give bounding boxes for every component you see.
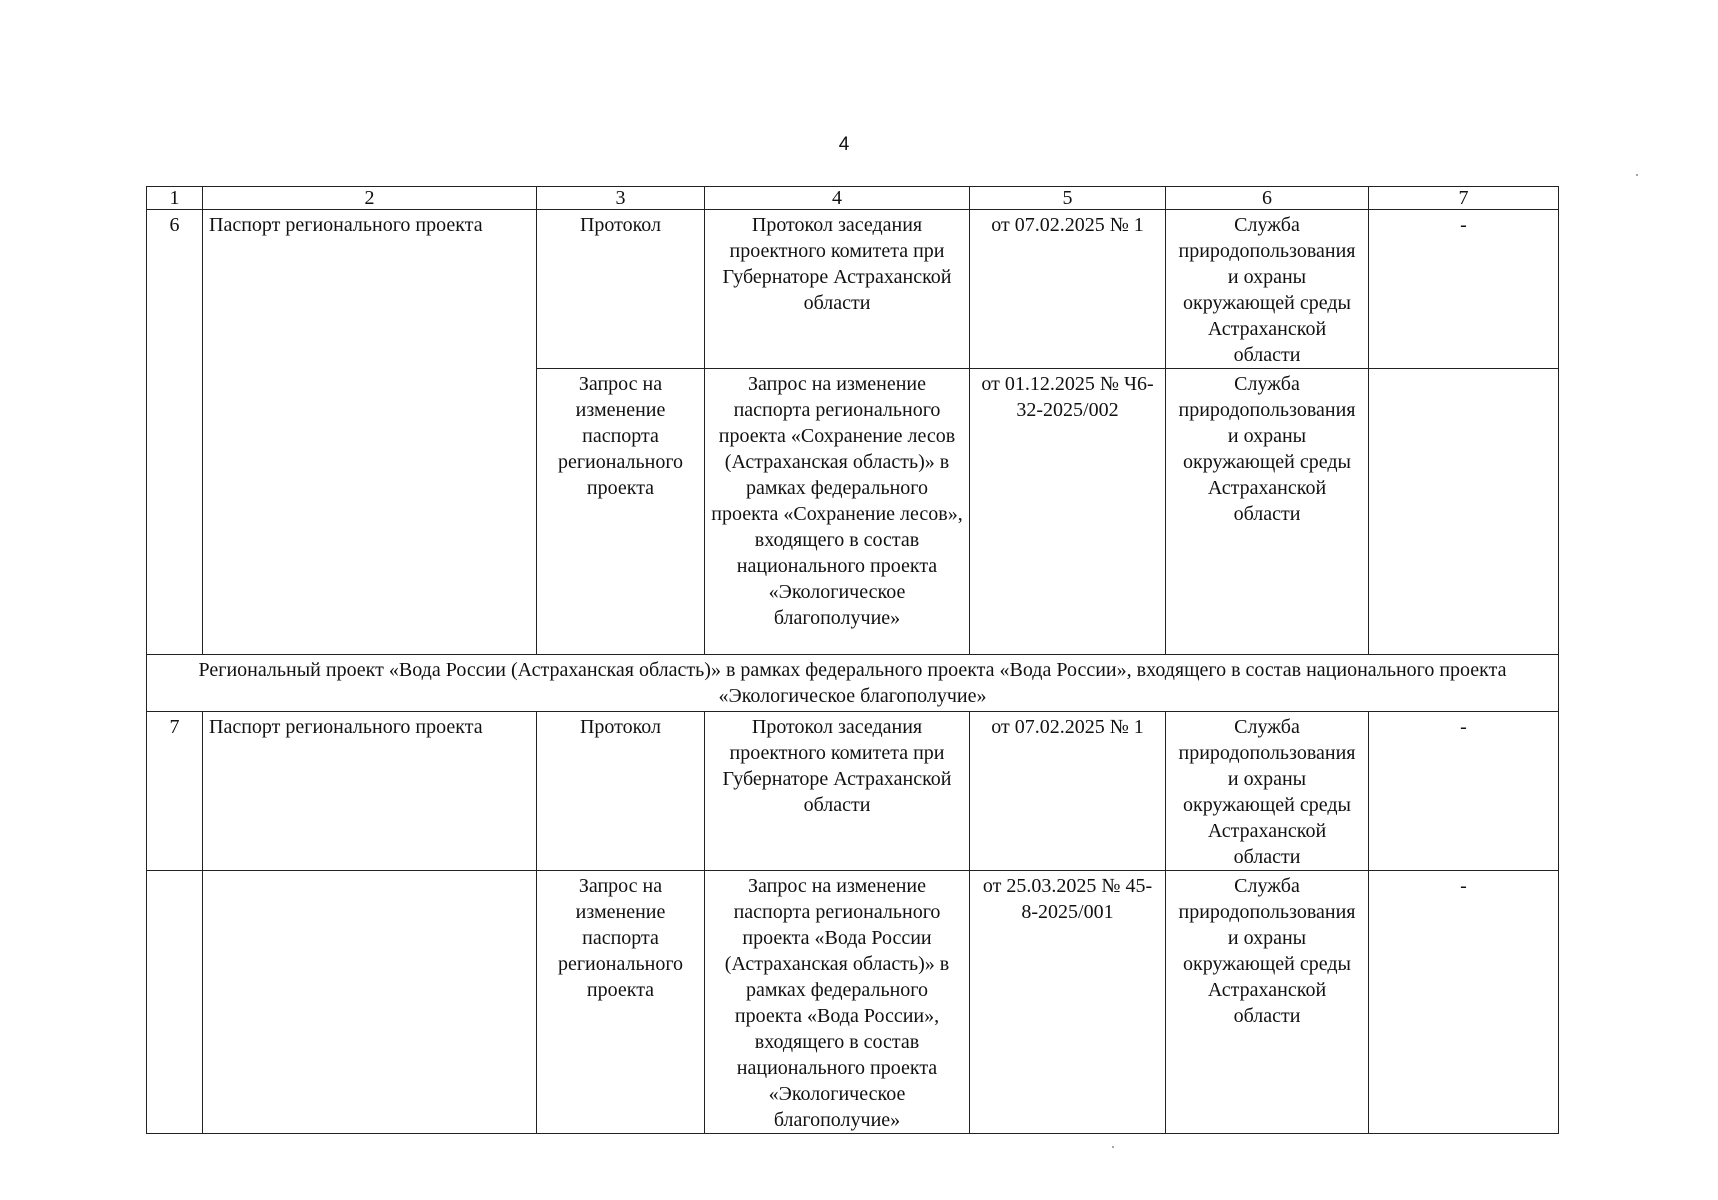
document-date-number: от 25.03.2025 № 45-8-2025/001 bbox=[970, 871, 1166, 1134]
section-heading: Региональный проект «Вода России (Астраханская область)» в рамках федерального проекта «Вода России», входящего в состав национального проекта «Экологическое благополучие» bbox=[147, 655, 1559, 712]
notes: - bbox=[1369, 712, 1559, 871]
document-title: Запрос на изменение паспорта регионального проекта «Сохранение лесов (Астраханская область)» в рамках федерального проекта «Сохранение лесов», входящего в состав национального проекта «Экологическое благополучие» bbox=[705, 369, 970, 655]
document-date-number: от 07.02.2025 № 1 bbox=[970, 210, 1166, 369]
scan-speck bbox=[1636, 174, 1638, 176]
document-title: Запрос на изменение паспорта регионального проекта «Вода России (Астраханская область)» в рамках федерального проекта «Вода России», входящего в состав национального проекта «Экологическое благополучие» bbox=[705, 871, 970, 1134]
row-number: 6 bbox=[147, 210, 203, 655]
column-number: 4 bbox=[705, 187, 970, 210]
table-row bbox=[147, 210, 1559, 369]
column-number-row bbox=[147, 187, 1559, 210]
section-heading-row bbox=[147, 655, 1559, 712]
document-name bbox=[203, 871, 537, 1134]
responsible-authority: Служба природопользования и охраны окружающей среды Астраханской области bbox=[1166, 369, 1369, 655]
column-number: 5 bbox=[970, 187, 1166, 210]
notes: - bbox=[1369, 871, 1559, 1134]
column-number: 7 bbox=[1369, 187, 1559, 210]
document-name: Паспорт регионального проекта bbox=[203, 712, 537, 871]
responsible-authority: Служба природопользования и охраны окружающей среды Астраханской области bbox=[1166, 712, 1369, 871]
document-title: Протокол заседания проектного комитета при Губернаторе Астраханской области bbox=[705, 712, 970, 871]
document-type: Запрос на изменение паспорта регионального проекта bbox=[537, 871, 705, 1134]
document-type: Протокол bbox=[537, 210, 705, 369]
table-row bbox=[147, 712, 1559, 871]
document-title: Протокол заседания проектного комитета при Губернаторе Астраханской области bbox=[705, 210, 970, 369]
column-number: 3 bbox=[537, 187, 705, 210]
document-name: Паспорт регионального проекта bbox=[203, 210, 537, 655]
row-number bbox=[147, 871, 203, 1134]
document-date-number: от 07.02.2025 № 1 bbox=[970, 712, 1166, 871]
responsible-authority: Служба природопользования и охраны окружающей среды Астраханской области bbox=[1166, 871, 1369, 1134]
column-number: 1 bbox=[147, 187, 203, 210]
document-type: Протокол bbox=[537, 712, 705, 871]
responsible-authority: Служба природопользования и охраны окружающей среды Астраханской области bbox=[1166, 210, 1369, 369]
column-number: 6 bbox=[1166, 187, 1369, 210]
document-type: Запрос на изменение паспорта регионального проекта bbox=[537, 369, 705, 655]
table-row bbox=[147, 871, 1559, 1134]
scan-speck bbox=[1112, 1146, 1114, 1148]
notes: - bbox=[1369, 210, 1559, 369]
notes bbox=[1369, 369, 1559, 655]
row-number: 7 bbox=[147, 712, 203, 871]
document-table bbox=[146, 186, 1559, 1134]
document-date-number: от 01.12.2025 № Ч6-32-2025/002 bbox=[970, 369, 1166, 655]
page-number: 4 bbox=[838, 134, 850, 155]
column-number: 2 bbox=[203, 187, 537, 210]
